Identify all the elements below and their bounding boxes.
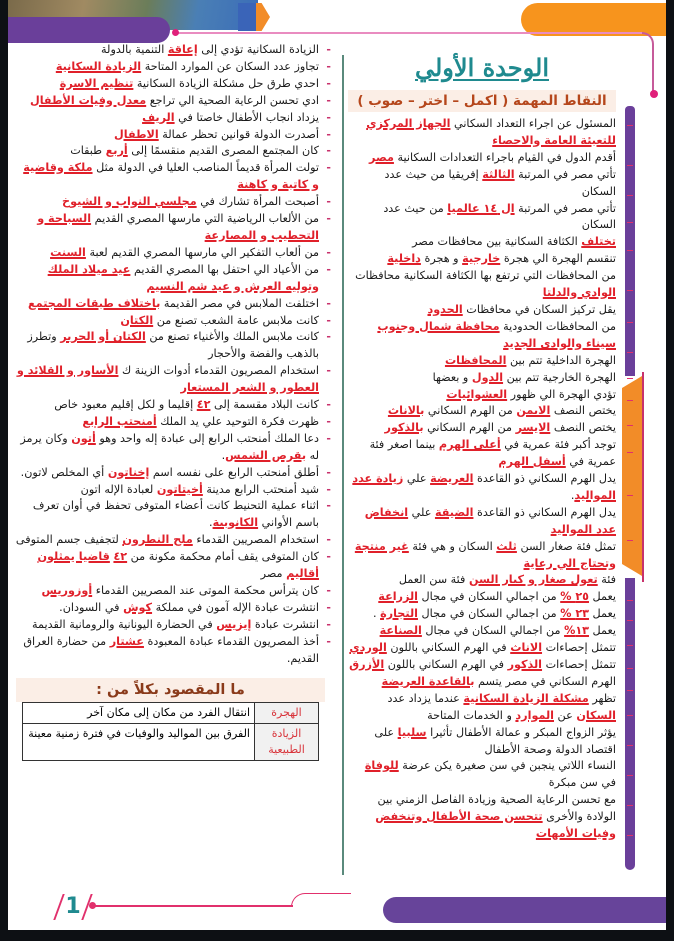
side-bar-tick bbox=[627, 600, 633, 601]
list-item bbox=[348, 589, 616, 606]
answer-highlight: أخيتاتون bbox=[156, 482, 203, 496]
point-text: مع تحسن الرعاية الصحية وزيادة الفاصل الزمني بين الولادة والأخرى bbox=[377, 793, 616, 824]
point-text: تجاوز عدد السكان عن الموارد المتاحة bbox=[141, 59, 319, 73]
list-item bbox=[348, 403, 616, 420]
side-bar-tick bbox=[627, 222, 633, 223]
point-text: من المحافظات التي ترتفع بها الكثافة السكانية محافظات bbox=[355, 269, 616, 283]
point-text: تولت المرأة قديماً المناصب العليا في الدولة مثل bbox=[92, 161, 319, 175]
answer-highlight: بقرص الشمس bbox=[225, 448, 307, 462]
answer-highlight: الثالثة bbox=[482, 167, 515, 181]
point-text: . bbox=[570, 488, 575, 502]
point-text: تأتي مصر في المرتبة bbox=[514, 201, 616, 215]
point-text: تمثل فئة صغار السن bbox=[516, 539, 616, 553]
answer-highlight: الحدود bbox=[427, 302, 463, 316]
answer-highlight: ٤٢ bbox=[196, 398, 211, 412]
point-text: فئة سن العمل bbox=[398, 573, 469, 587]
list-item bbox=[14, 634, 333, 668]
point-text: في السودان. bbox=[59, 600, 124, 614]
list-item bbox=[14, 583, 333, 600]
side-bar-orange-edge bbox=[638, 372, 644, 582]
point-text: وكان يرمز له bbox=[20, 431, 319, 462]
point-text: التنمية بالدولة bbox=[101, 43, 168, 56]
answer-highlight: عيد ميلاد الملك وتوليه العرش و عيد شم النسيم bbox=[47, 262, 319, 293]
point-text: يقل تركيز السكان في محافظات bbox=[462, 302, 616, 316]
point-text: انتشرت عبادة bbox=[251, 617, 319, 631]
answer-highlight: أسفل الهرم bbox=[498, 455, 566, 469]
frame-dot bbox=[650, 90, 658, 98]
point-text: من ألعاب التفكير الي مارسها المصري القديم لعبة bbox=[85, 245, 319, 259]
point-text: الهجرة الخارجية تتم بين bbox=[503, 370, 616, 384]
side-bar-tick bbox=[627, 400, 633, 401]
list-item bbox=[14, 42, 333, 59]
side-bar-tick bbox=[627, 835, 633, 836]
point-text: من الهرم السكاني bbox=[424, 404, 517, 418]
list-item bbox=[348, 150, 616, 167]
answer-highlight: تعول صغار و كبار السن bbox=[468, 573, 598, 587]
list-item bbox=[348, 387, 616, 404]
side-bar-purple-bottom bbox=[625, 578, 635, 870]
answer-highlight: انخفاض عدد المواليد bbox=[364, 505, 616, 536]
side-bar-tick bbox=[627, 322, 633, 323]
footer-rule bbox=[93, 905, 293, 907]
list-item bbox=[14, 194, 333, 211]
list-item bbox=[14, 143, 333, 160]
point-text: تظهر bbox=[588, 691, 616, 705]
answer-highlight: الصناعة bbox=[379, 624, 422, 638]
point-text: يختص النصف bbox=[550, 421, 616, 435]
list-item bbox=[14, 600, 333, 617]
point-text: يؤثر الزواج المبكر و عمالة الأطفال تأثيرا bbox=[426, 725, 616, 739]
point-text: من الألعاب الرياضية التي مارسها المصري القديم bbox=[91, 212, 319, 226]
answer-highlight: مصر bbox=[369, 150, 394, 164]
answer-highlight: الذكور bbox=[507, 658, 543, 671]
point-text: ظهرت فكرة التوحيد علي يد الملك bbox=[156, 414, 319, 428]
list-item bbox=[348, 792, 616, 843]
point-text: إقليما و لكل إقليم معبود خاص bbox=[54, 398, 197, 412]
list-item bbox=[348, 691, 616, 725]
list-item bbox=[348, 437, 616, 471]
point-text: يختص النصف bbox=[550, 404, 616, 418]
point-text: الكثافة السكانية بين محافظات مصر bbox=[412, 235, 582, 249]
side-bar-tick bbox=[627, 290, 633, 291]
side-bar-tick bbox=[627, 378, 633, 379]
point-text: أقدم الدول في القيام باجراء التعدادات السكانية bbox=[393, 150, 616, 164]
side-bar-tick bbox=[627, 775, 633, 776]
answer-highlight: تتحسن صحة الأطفال وتنخفض وفيات الأمهات bbox=[375, 810, 616, 841]
answer-highlight: الايسر bbox=[515, 421, 551, 435]
answer-highlight: أوزوريس bbox=[41, 584, 93, 597]
answer-highlight: إخناتون bbox=[107, 465, 150, 479]
left-column bbox=[8, 42, 333, 761]
point-text: وتطرز بالذهب والفضة والأحجار bbox=[27, 330, 319, 361]
side-bar-tick bbox=[627, 645, 633, 646]
column-divider bbox=[342, 55, 344, 875]
point-text: الزيادة السكانية تؤدي إلى bbox=[197, 43, 319, 56]
point-text: . bbox=[372, 607, 381, 621]
point-text: و هجرة bbox=[420, 252, 463, 266]
list-item bbox=[14, 363, 333, 397]
list-item bbox=[14, 498, 333, 532]
answer-highlight: تنظيم الاسرة bbox=[59, 76, 134, 90]
answer-highlight: سلبيا bbox=[397, 725, 427, 739]
header-purple-band bbox=[8, 17, 170, 43]
point-text: على اقتصاد الدولة وصحة الأطفال bbox=[374, 725, 616, 756]
point-text: يعمل bbox=[588, 607, 616, 621]
point-text: من الأعياد الي احتفل بها المصري القديم bbox=[130, 262, 319, 276]
point-text: شيد أمنحتب الرابع مدينة bbox=[202, 482, 319, 496]
header-dot bbox=[172, 29, 179, 36]
list-item bbox=[14, 160, 333, 194]
answer-highlight: الأزرق bbox=[349, 658, 385, 671]
definition-cell: الفرق بين المواليد والوفيات في فترة زمنية معينة bbox=[23, 723, 255, 760]
list-item bbox=[14, 110, 333, 127]
point-text: النساء اللاتي ينجبن في سن صغيرة يكن عرضة bbox=[398, 759, 616, 773]
point-text: كانت البلاد مقسمة إلى bbox=[210, 398, 319, 412]
point-text: يدل الهرم السكاني ذو القاعدة bbox=[473, 472, 616, 486]
list-item bbox=[14, 127, 333, 144]
point-text: من المحافظات الحدودية bbox=[499, 319, 616, 333]
answer-highlight: أربع bbox=[105, 144, 128, 158]
answer-highlight: الايمن bbox=[516, 404, 551, 418]
answer-highlight: العشوائيات bbox=[446, 387, 508, 401]
point-text: أصدرت الدولة قوانين تحظر عمالة bbox=[158, 127, 319, 141]
list-item bbox=[348, 758, 616, 792]
term-cell: الهجرة bbox=[255, 702, 319, 723]
point-text: في سن مبكرة bbox=[548, 776, 616, 790]
list-item bbox=[14, 329, 333, 363]
answer-highlight: الموارد bbox=[515, 708, 554, 722]
answer-highlight: العريضة bbox=[430, 472, 474, 486]
point-text: كانت ملابس عامة الشعب تصنع من bbox=[153, 313, 319, 327]
list-item bbox=[14, 245, 333, 262]
definitions-table bbox=[22, 702, 319, 761]
answer-highlight: السنت bbox=[50, 245, 86, 259]
point-text: يعمل bbox=[588, 624, 616, 638]
answer-highlight: مشكلة الزيادة السكانية bbox=[463, 691, 589, 705]
list-item bbox=[14, 431, 333, 465]
point-text: تتمثل إحصاءات bbox=[542, 641, 616, 655]
side-bar-tick bbox=[627, 195, 633, 196]
list-item bbox=[14, 59, 333, 76]
point-text: اختلفت الملابس في مصر القديمة bbox=[160, 296, 319, 310]
answer-highlight: الجهاز المركزي للتعبئة العامة والاحصاء bbox=[366, 117, 616, 147]
list-item bbox=[348, 167, 616, 201]
list-item bbox=[348, 201, 616, 235]
list-item bbox=[348, 657, 616, 674]
list-item bbox=[14, 532, 333, 549]
point-text: أخذ المصريون القدماء عبادة المعبودة bbox=[143, 634, 319, 648]
answer-highlight: إعاقة bbox=[167, 43, 198, 56]
list-item bbox=[348, 505, 616, 539]
definition-cell: انتقال الفرد من مكان إلى مكان آخر bbox=[23, 702, 255, 723]
answer-highlight: ثلث bbox=[496, 539, 517, 553]
list-item bbox=[348, 319, 616, 353]
point-text: من اجمالي السكان في مجال bbox=[417, 607, 561, 621]
side-bar-tick bbox=[627, 452, 633, 453]
point-text: عن bbox=[554, 708, 577, 722]
side-bar-tick bbox=[627, 352, 633, 353]
right-column bbox=[348, 48, 616, 843]
answer-highlight: الريف bbox=[142, 110, 175, 124]
list-item bbox=[14, 549, 333, 583]
answer-highlight: السباحة و التحطيب و المصارعة bbox=[37, 212, 319, 242]
list-item bbox=[14, 296, 333, 313]
list-item bbox=[14, 414, 333, 431]
answer-highlight: الأساور و القلائد و العطور و الشعر المستعار bbox=[16, 364, 319, 395]
point-text: . bbox=[209, 516, 213, 530]
point-text: يزداد انجاب الأطفال خاصتا في bbox=[174, 110, 319, 124]
side-bar-tick bbox=[627, 425, 633, 426]
point-text: كان المجتمع المصرى القديم منقسمًا إلى bbox=[127, 144, 319, 158]
term-cell: الزيادة الطبيعية bbox=[255, 723, 319, 760]
side-bar-tick bbox=[627, 745, 633, 746]
answer-highlight: الوردي bbox=[349, 641, 387, 655]
list-item bbox=[14, 397, 333, 414]
list-item bbox=[348, 674, 616, 691]
table-row bbox=[23, 723, 319, 760]
footer-purple-band bbox=[383, 897, 666, 923]
point-text: لعبادة الإله اتون bbox=[80, 482, 157, 496]
answer-highlight: ٢٥ % bbox=[560, 590, 589, 604]
answer-highlight: زيادة عدد المواليد bbox=[352, 472, 616, 502]
list-item bbox=[348, 116, 616, 150]
point-text: أي المخلص لاتون. bbox=[20, 465, 108, 479]
answer-highlight: ملح النطرون bbox=[122, 533, 193, 547]
list-item bbox=[348, 725, 616, 759]
point-text: الهرم السكاني في مصر يتسم bbox=[474, 674, 616, 688]
list-item bbox=[14, 482, 333, 499]
point-text: السكان و هي فئة bbox=[408, 539, 497, 553]
answer-highlight: الزراعة bbox=[378, 590, 418, 604]
answer-highlight: داخلية bbox=[387, 252, 421, 266]
point-text: كان يترأس محكمة الموتى عند المصريين القدماء bbox=[92, 584, 319, 597]
answer-highlight: المحافظات bbox=[444, 353, 507, 367]
answer-highlight: الوادي والدلتا bbox=[542, 286, 616, 300]
unit-title: الوحدة الأولي bbox=[414, 53, 549, 82]
table-row bbox=[23, 702, 319, 723]
answer-highlight: السكان bbox=[576, 708, 616, 722]
answer-highlight: الكانوبية bbox=[212, 516, 259, 530]
point-text: تؤدي الهجرة الي ظهور bbox=[507, 387, 616, 401]
list-item bbox=[348, 370, 616, 387]
answer-highlight: للوفاة bbox=[364, 759, 399, 773]
point-text: من اجمالي السكان في مجال bbox=[421, 624, 565, 638]
point-text: فئة bbox=[597, 573, 616, 587]
answer-highlight: مجلسي النواب و الشيوخ bbox=[62, 195, 197, 209]
side-bar-tick bbox=[627, 690, 633, 691]
list-item bbox=[348, 623, 616, 640]
list-item bbox=[348, 234, 616, 251]
side-bar-tick bbox=[627, 495, 633, 496]
answer-highlight: الدول bbox=[471, 370, 504, 384]
point-text: انتشرت عبادة الإله آمون في مملكة bbox=[152, 600, 319, 614]
important-points-banner: النقاط المهمة ( اكمل – اختر – صوب ) bbox=[348, 90, 616, 112]
list-item bbox=[348, 268, 616, 302]
point-text: أطلق أمنحتب الرابع على نفسه اسم bbox=[149, 465, 319, 479]
worksheet-page bbox=[8, 0, 666, 930]
side-bar-purple-top bbox=[625, 106, 635, 376]
point-text: و الخدمات المتاحة bbox=[427, 708, 516, 722]
answer-highlight: غير منتجة وتحتاج الي رعاية bbox=[354, 539, 616, 570]
answer-highlight: ال ١٤ عالميا bbox=[447, 201, 515, 215]
list-item bbox=[348, 640, 616, 657]
answer-highlight: محافظة شمال وجنوب سيناء والوادى الجديد bbox=[377, 319, 616, 350]
point-text: احدي طرق حل مشكلة الزيادة السكانية bbox=[133, 76, 319, 90]
point-text: إفريقيا من حيث عدد السكان bbox=[384, 167, 616, 198]
side-bar-tick bbox=[627, 250, 633, 251]
answer-highlight: الاناث bbox=[510, 641, 543, 655]
point-text: في الحضارة اليونانية والرومانية القديمة bbox=[32, 617, 217, 631]
answer-highlight: خارجية bbox=[462, 252, 501, 266]
point-text: ادي تحسن الرعاية الصحية الي تراجع bbox=[146, 93, 319, 107]
answer-highlight: ملكة وقاضية و كاتبة و كاهنة bbox=[23, 161, 319, 192]
point-text: يدل الهرم السكاني ذو القاعدة bbox=[473, 505, 616, 519]
point-text: اثناء عملية التحنيط كانت أعضاء المتوفى تحفظ في أوان تعرف باسم الأواني bbox=[32, 499, 319, 530]
header-orange-chevron bbox=[256, 3, 270, 31]
right-points-list bbox=[348, 116, 616, 843]
point-text: تنقسم الهجرة الي هجرة bbox=[500, 252, 616, 266]
side-bar-tick bbox=[627, 125, 633, 126]
list-item bbox=[348, 471, 616, 505]
point-text: كان المتوفى يقف أمام محكمة مكونة من bbox=[127, 550, 319, 564]
point-text: الهجرة الداخلية تتم بين bbox=[506, 353, 616, 367]
answer-highlight: أعلى الهرم bbox=[438, 438, 501, 452]
side-bar-tick bbox=[627, 165, 633, 166]
point-text: مصر bbox=[260, 567, 287, 581]
left-points-list bbox=[8, 42, 333, 668]
answer-highlight: ١٣% bbox=[564, 624, 589, 638]
point-text: دعا الملك أمنحتب الرابع إلى عبادة إله واحد وهو bbox=[95, 431, 319, 445]
list-item bbox=[348, 572, 616, 589]
side-bar-tick bbox=[627, 715, 633, 716]
list-item bbox=[348, 353, 616, 370]
side-bar-tick bbox=[627, 805, 633, 806]
header-rule bbox=[173, 32, 643, 34]
answer-highlight: ٢٣ % bbox=[560, 607, 589, 621]
answer-highlight: كوش bbox=[123, 600, 153, 614]
list-item bbox=[14, 313, 333, 330]
point-text: علي bbox=[403, 472, 431, 486]
point-text: علي bbox=[408, 505, 435, 519]
footer-curve bbox=[291, 893, 351, 907]
point-text: استخدام المصريين القدماء bbox=[192, 533, 319, 547]
answer-highlight: الكتان أو الحرير bbox=[60, 330, 146, 344]
point-text: في الهرم السكاني باللون bbox=[384, 658, 508, 671]
point-text: من حيث عدد السكان bbox=[383, 201, 616, 232]
point-text: توجد أكبر فئة عمرية في bbox=[500, 438, 616, 452]
point-text: . bbox=[221, 448, 226, 462]
list-item bbox=[348, 539, 616, 573]
page-number: 1 bbox=[58, 894, 88, 920]
answer-highlight: بالذكور bbox=[384, 421, 424, 435]
list-item bbox=[348, 251, 616, 268]
point-text: تتمثل إحصاءات bbox=[542, 658, 616, 671]
answer-highlight: عشتار bbox=[109, 634, 144, 648]
list-item bbox=[348, 302, 616, 319]
answer-highlight: الزيادة السكانية bbox=[55, 59, 142, 73]
answer-highlight: أتون bbox=[71, 431, 96, 445]
list-item bbox=[14, 617, 333, 634]
point-text: بينما اصغر فئة عمرية في bbox=[369, 438, 616, 469]
list-item bbox=[14, 465, 333, 482]
point-text: عندما يزداد عدد bbox=[387, 691, 464, 705]
point-text: من حضارة العراق القديم. bbox=[23, 634, 319, 665]
list-item bbox=[14, 76, 333, 93]
list-item bbox=[348, 606, 616, 623]
definitions-title: ما المقصود بكلاً من : bbox=[16, 678, 325, 702]
frame-corner bbox=[642, 32, 654, 94]
point-text: في الهرم السكاني باللون bbox=[386, 641, 511, 655]
list-item bbox=[14, 211, 333, 245]
answer-highlight: الاطفال bbox=[114, 127, 159, 141]
side-bar-tick bbox=[627, 668, 633, 669]
side-bar-tick bbox=[627, 540, 633, 541]
point-text: يعمل bbox=[588, 590, 616, 604]
point-text: و بعضها bbox=[432, 370, 472, 384]
answer-highlight: معدل وفيات الأطفال bbox=[30, 93, 147, 107]
list-item bbox=[14, 262, 333, 296]
answer-highlight: الضيقة bbox=[434, 505, 474, 519]
point-text: لتجفيف جسم المتوفى bbox=[15, 533, 123, 547]
answer-highlight: ٤٢ bbox=[113, 550, 128, 564]
list-item bbox=[14, 93, 333, 110]
answer-highlight: التجارة bbox=[380, 607, 418, 621]
point-text: أصبحت المرأة تشارك في bbox=[196, 195, 319, 209]
answer-highlight: تختلف bbox=[581, 235, 616, 249]
answer-highlight: أمنحتب الرابع bbox=[82, 414, 157, 428]
answer-highlight: باختلاف طبقات المجتمع bbox=[28, 296, 161, 310]
point-text: من الهرم السكاني bbox=[423, 421, 516, 435]
point-text: كانت ملابس الملك والأغنياء تصنع من bbox=[145, 330, 319, 344]
answer-highlight: بالقاعدة العريضة bbox=[381, 674, 475, 688]
answer-highlight: إيزيس bbox=[216, 617, 252, 631]
answer-highlight: قاضيا يمثلون أقاليم bbox=[37, 550, 319, 581]
point-text: طبقات bbox=[70, 144, 106, 158]
list-item bbox=[348, 420, 616, 437]
side-bar-tick bbox=[627, 620, 633, 621]
answer-highlight: بالاناث bbox=[387, 404, 425, 418]
point-text: تأتي مصر في المرتبة bbox=[514, 167, 616, 181]
answer-highlight: الكتان bbox=[120, 313, 154, 327]
point-text: المسئول عن اجراء التعداد السكاني bbox=[450, 117, 616, 130]
point-text: من اجمالي السكان في مجال bbox=[417, 590, 561, 604]
point-text: استخدام المصريون القدماء أدوات الزينة ك bbox=[118, 364, 319, 378]
